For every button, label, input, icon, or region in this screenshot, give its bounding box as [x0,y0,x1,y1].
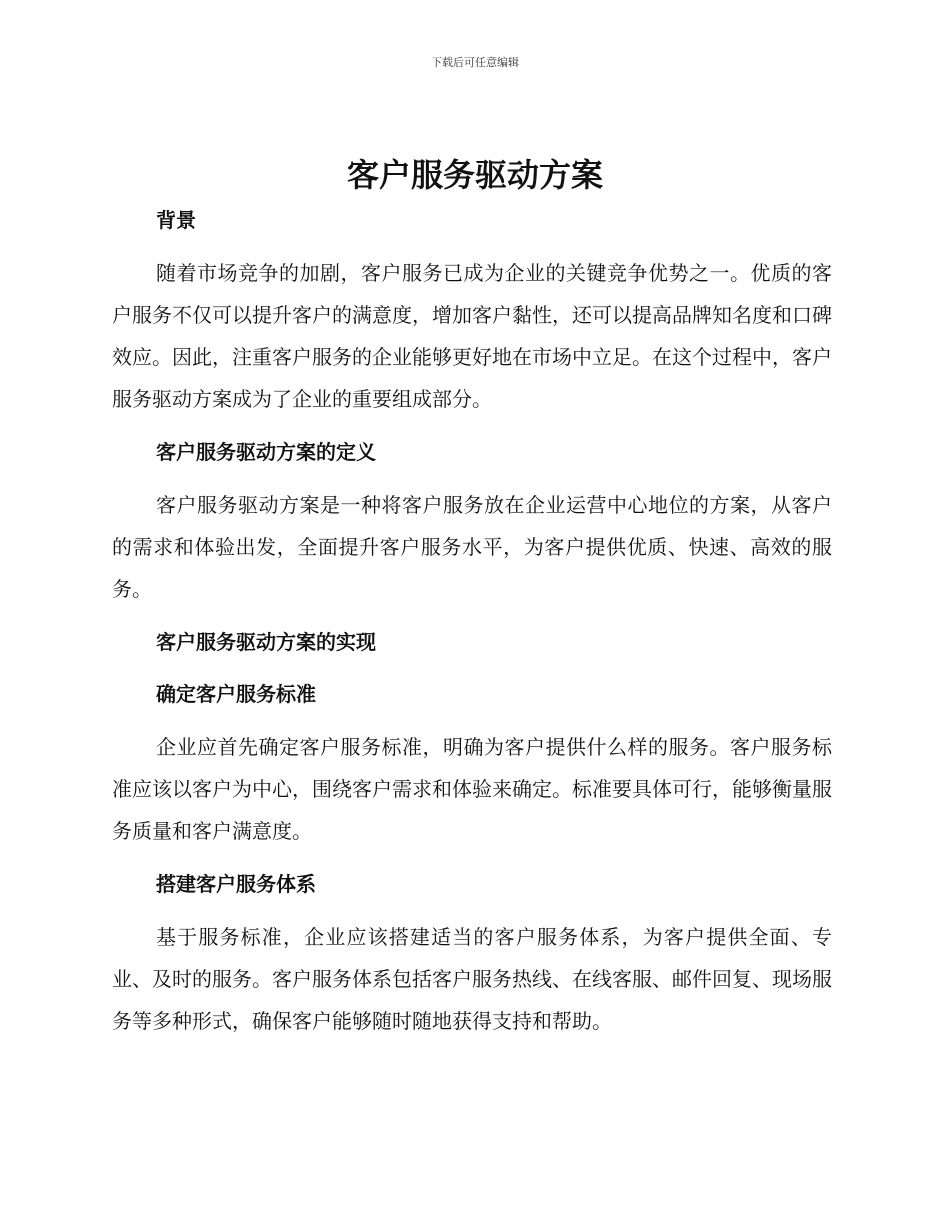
section-heading-system: 搭建客户服务体系 [156,872,316,896]
section-heading-background: 背景 [156,208,196,232]
section-heading-standards: 确定客户服务标准 [156,682,316,706]
section-heading-definition: 客户服务驱动方案的定义 [156,440,376,464]
page-header-note: 下载后可任意编辑 [431,56,519,69]
section-heading-implementation: 客户服务驱动方案的实现 [156,630,376,654]
section-paragraph-standards: 企业应首先确定客户服务标准，明确为客户提供什么样的服务。客户服务标准应该以客户为中心，围绕客户需求和体验来确定。标准要具体可行，能够衡量服务质量和客户满意度。 [112,735,832,843]
section-paragraph-background: 随着市场竞争的加剧，客户服务已成为企业的关键竞争优势之一。优质的客户服务不仅可以提升客户的满意度，增加客户黏性，还可以提高品牌知名度和口碑效应。因此，注重客户服务的企业能够更好地在市场中立足。在这个过程中，客户服务驱动方案成为了企业的重要组成部分。 [112,261,832,411]
document-title: 客户服务驱动方案 [346,156,603,194]
document-body [112,200,832,1042]
section-paragraph-definition: 客户服务驱动方案是一种将客户服务放在企业运营中心地位的方案，从客户的需求和体验出发，全面提升客户服务水平，为客户提供优质、快速、高效的服务。 [112,493,832,601]
section-paragraph-system: 基于服务标准，企业应该搭建适当的客户服务体系，为客户提供全面、专业、及时的服务。客户服务体系包括客户服务热线、在线客服、邮件回复、现场服务等多种形式，确保客户能够随时随地获得支持和帮助。 [112,925,832,1033]
